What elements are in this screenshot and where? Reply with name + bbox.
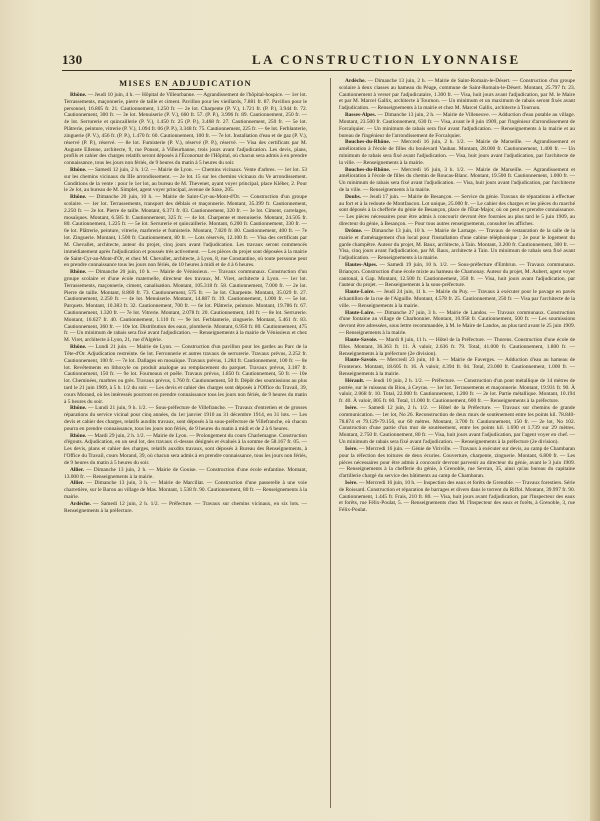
adjudication-entry [339,446,575,480]
entry-text: — Jeudi 10 juin, 4 h. — Hôpital de Villeurbanne. — Agrandissement de l'hôpital-hospice. — 1er lot. Terrassements, maçonnerie, pierre de taille et ciment. Pavillon pour les vieillards, 7.881 fr. 87. Pavillon pour le personnel, 16.805 fr. 21. Cautionnement, 1.250 fr. — 2e lot. Charpente (P. V.), 1.721 fr. (P. P.), 3.944 fr. 72. Cautionnement, 300 fr. — 3e lot. Menuiserie (P. V.), 660 fr. 57. (P. P.), 3.996 fr. 89. Cautionnement, 250 fr. — 4e lot. Serrurerie et quincaillerie (P. V.), 1.450 fr. 25 (P. P.), 3.468 fr. 27. Cautionnement, 250 fr. — 5e lot. Plâtrerie, peinture, vitrerie (P. V.), 1.094 fr. 06 (P. P.), 3.348 fr. 75. Cautionnement, 225 fr. — 6e lot. Ferblanterie, zinguerie (P. V.), 456 fr. (P. P.), 1.470 fr. 60. Cautionnement, 100 fr. — 7e lot. Installation d'eau et de gaz (P. V.), réservé (P. P.), réservé. — 8e lot. Fumisterie (P. V.), réservé (P. P.), réservé. — Visa des certificats par M. Auguste Ellenne, architecte, 9, rue Ponsot, à Villeurbanne, trois jours avant l'adjudication. Les devis, plans, profils et cahier des charges relatifs seront déposés à l'Économat de l'Hôpital, où chacun sera admis à en prendre connaissance, tous les jours non fériés, de 9 heures du matin à 5 heures du soir. [64,92,307,167]
adjudication-entry [339,357,575,377]
adjudication-entry [339,112,575,139]
entry-text: — Dimanche 13 juin, 3 h. — Mairie de Marcillat. — Construction d'une passerelle à une voie charretière, sur le Baron au village de Mas. Montant, 1.538 fr. 90. Cautionnement, 80 fr. — Renseignements à la mairie. [64,480,307,500]
adjudication-entry [339,139,575,166]
adjudication-entry [339,310,575,337]
entry-department: Haute-Savoie. [345,357,378,364]
adjudication-entry [64,167,307,194]
entry-text: — Samedi 19 juin, 10 h. 1/2. — Sous-préfecture d'Embrun. — Travaux communaux. Briançon. Construction d'une école mixte au hameau de Chamonay. Auteur du projet, M. Aubert, agent voyer cantonal, à Gap. Montant, 12.500 fr. Cautionnement, 350 fr. — Visa, huit jours avant l'adjudication, par l'auteur du projet. — Renseignements à la sous-préfecture. [339,261,575,289]
adjudication-entry [339,194,575,228]
section-title: MISES EN ADJUDICATION [119,78,252,88]
entry-department: Rhône. [70,405,87,412]
entry-department: Isère. [345,479,358,486]
adjudication-entry [64,92,307,167]
page-spine-shadow [590,0,600,821]
adjudication-entry [64,405,307,432]
entry-text: — Mardi 29 juin, 2 h. 1/2. — Mairie de Lyon. — Prolongement du cours Charlemagne. Construction d'égouts. Adjudication, en un seul lot, des travaux ci-dessus désignés et évalués à la somme de 58.167 fr. 05. — Les devis, plans et cahier des charges, relatifs auxdits travaux, sont déposés à Bureau des Renseignements, à l'Office du Travail, cours Morand, 39, où chacun sera admis à en prendre connaissance, tous les jours non fériés, de 9 heures du matin à 5 heures du soir. [64,432,307,466]
entry-department: Isère. [345,405,358,411]
entry-text: — Mercredi 23 juin, 10 h. — Mairie de Faverges. — Adduction d'eau au hameau de Frontenex. Montant, 18.605 fr. 16. À valoir, 4.394 fr. 04. Total, 23.000 fr. Cautionnement, 1.000 fr. — Renseignements à la mairie. [339,357,575,377]
adjudication-entry [64,344,307,405]
entry-department: Rhône. [70,344,87,351]
entry-text: — Dimanche 13 juin, 10 h. — Mairie de Larnage. — Travaux de restauration de la salle de la mairie et d'aménagement d'un local pour l'installation d'une cabine téléphonique ; 2e pour le logement du garde champêtre. Auteur du projet, M. Baux, architecte, à Tain. Montant, 3.200 fr. Cautionnement, 300 fr. — Visa, cinq jours avant l'adjudication, par M. Baux, architecte à Tain. Un minimum de rabais sera fixé avant l'adjudication. — Renseignements à la mairie. [339,227,575,262]
entry-department: Rhône. [70,92,87,98]
entry-department: Drôme. [345,227,363,234]
entry-department: Isère. [345,445,358,452]
adjudication-entry [64,269,307,344]
entry-text: — Lundi 21 juin. — Mairie de Lyon. — Construction d'un pavillon pour les gardes au Parc de la Tête-d'Or. Adjudication restreinte. 6e lot. Ferronnerie et autres travaux de serrurerie. Travaux prévus, 2.252 fr. Cautionnement, 100 fr. — 7e lot. Dallages en mosaïque. Travaux prévus, 1.284 fr. Cautionnement, 100 fr. — 8e lot. Revêtements en lithoxyle ou produit analogue au remplacement du parquet. Travaux prévus, 3.187 fr. Cautionnement, 150 fr. — 9e lot. Fourneaux et poêle. Travaux prévus, 1.850 fr. Cautionnement, 50 fr. — 10e lot. Cheminées, marbres ou grès. Travaux prévus, 1.760 fr. Cautionnement, 50 fr. Dépôt des soumissions au plus tard le 21 juin 1909, à 5 h. 1/2 du soir. — Les devis et cahier des charges sont déposés à l'Office du Travail, 39, cours Morand, où les intéressés pourront en prendre connaissance tous les jours non fériés, de 9 heures du matin à 5 heures du soir. [64,344,307,405]
entry-text: — Mercredi 16 juin, 2 h. 1/2. — Mairie de Marseille. — Agrandissement et amélioration à l'école de filles du boulevard Vauban. Montant, 28.000 fr. Cautionnement, 1.400 fr. — Un minimum de rabais sera fixé avant l'adjudication. — Visa, huit jours avant l'adjudication, par l'architecte de la ville. — Renseignements à la mairie. [339,139,575,166]
adjudication-entry [339,228,575,262]
entry-text: — Mercredi 16 juin, 3 h. 1/2. — Mairie de Marseille. — Agrandissement et amélioration à l'école de filles du chemin de Roucas-Blanc. Montant, 19.500 fr. Cautionnement, 1.000 fr. — Un minimum de rabais sera fixé avant l'adjudication. — Visa, huit jours avant l'adjudication, par l'architecte de la ville. — Renseignements à la mairie. [339,166,575,193]
entry-text: — Jeudi 24 juin, 11 h. — Mairie du Puy. — Travaux à exécuter pour le pavage en pavés échantillon de la rue de l'Aiguille. Montant, 4.578 fr. 25. Cautionnement, 250 fr. — Visa par l'architecte de la ville. — Renseignements à la mairie. [339,289,575,309]
adjudication-entry [339,78,575,112]
entry-department: Allier. [70,480,85,487]
entry-text: — Dimanche 20 juin, 10 h. — Mairie de Saint-Cyr-au-Mont-d'Or. — Construction d'un groupe scolaire. — 1er lot. Terrassements, transport des déblais et maçonnerie. Montant, 35.399 fr. Cautionnement, 2.250 fr. — 2e lot. Pierre de taille. Montant, 6.371 fr. 03. Cautionnement, 320 fr. — 3e lot. Ciment, carrelages, mosaïques. Montant, 6.585 fr. Cautionnement, 325 fr. — 4e lot. Charpente et menuiserie. Montant, 24.505 fr. 80. Cautionnement, 1.225 fr. — 5e lot. Serrurerie et quincaillerie. Montant, 6.200 fr. Cautionnement, 330 fr. — 6e lot. Plâtrerie, peinture, vitrerie, marbrerie et fumisterie. Montant, 7.820 fr. 80. Cautionnement, 400 fr. — 7e lot. Zinguerie. Montant, 1.500 fr. Cautionnement, 80 fr. — Lots réservés, 12.100 fr. — Visa des certificats par M. Chevallet, architecte, auteur du projet, cinq jours avant l'adjudication. Les travaux seront commencés immédiatement après l'adjudication et poussés très activement. — Les pièces du projet sont déposées à la mairie de Saint-Cyr-au-Mont-d'Or, et chez M. Chevallet, architecte, à Lyon, 8, rue Constantine, où toute personne peut en prendre connaissance tous les jours non fériés, de 10 heures à midi et de 4 à 6 heures. [64,194,307,269]
adjudication-entry [339,262,575,289]
entry-department: Ardèche. [345,78,366,84]
adjudication-entry [64,467,307,481]
adjudication-entry [64,194,307,269]
entry-text: — Samedi 12 juin, 2 h. 1/2. — Préfecture. — Travaux sur chemins vicinaux, en six lots. — Renseignements à la préfecture. [64,500,307,514]
entry-text: — Dimanche 20 juin, 10 h. — Mairie de Vénissieux. — Travaux communaux. Construction d'un groupe scolaire et d'une école maternelle, directeur des travaux, M. Viret, architecte à Lyon. — 1er lot. Terrassements, maçonnerie, ciment, canalisation. Montant, 105.318 fr. 58. Cautionnement, 7.000 fr. — 2e lot. Pierre de taille. Montant, 8.860 fr. 73. Cautionnement, 575 fr. — 3e lot. Charpente. Montant, 35.029 fr. 27. Cautionnement, 2.250 fr. — 4e lot. Menuiserie. Montant, 14.887 fr. 19. Cautionnement, 1.000 fr. — 5e lot. Parquets. Montant, 10.383 fr. 32. Cautionnement, 700 fr. — 6e lot. Plâtrerie, peinture. Montant, 19.786 fr. 67. Cautionnement, 1.320 fr. — 7e lot. Vitrerie. Montant, 2.078 fr. 20. Cautionnement, 140 fr. — 8e lot. Serrurerie. Montant, 16.627 fr. 40. Cautionnement, 1.110 fr. — 9e lot. Ferblanterie, zinguerie. Montant, 5.461 fr. 83. Cautionnement, 360 fr. — 10e lot. Distribution des eaux, plomberie. Montant, 6.950 fr. 80. Cautionnement, 475 fr. — Un minimum de rabais sera fixé avant l'adjudication. — Renseignements à la mairie de Vénissieux et chez M. Viret, architecte à Lyon, 21, rue d'Algérie. [64,269,307,344]
entry-department: Hérault. [345,377,365,384]
adjudication-entry [64,501,307,515]
adjudication-entry [339,480,575,514]
entry-text: — Samedi 12 juin, 2 h. 1/2. — Hôtel de la Préfecture. — Travaux sur chemins de grande communication. — 1er lot, No 26. Reconstruction de deux murs de soutènement entre les points kil. 78.840-78.874 et 79.129-79.156, sur 60 mètres. Montant, 3.700 fr. Cautionnement, 150 fr. — 2e lot, No 102. Construction d'une partie d'un mur de soutènement, entre les points kil. 1.690 et 1.739 sur 29 mètres. Montant, 2.750 fr. Cautionnement, 80 fr. — Visa, huit jours avant l'adjudication, par l'agent voyer en chef. — Un minimum de rabais sera fixé avant l'adjudication. — Renseignements à la préfecture (2e division). [339,405,575,446]
left-entries [64,92,307,514]
adjudication-entry [339,167,575,194]
entry-department: Allier. [70,466,85,473]
entry-department: Rhône. [70,194,87,201]
entry-department: Haute-Loire. [345,309,375,316]
entry-department: Rhône. [70,269,87,276]
entry-text: — Mercredi 16 juin. — Génie de Viriville. — Travaux à exécuter sur devis, au camp de Chambaran pour la réfection des toitures de deux écuries. Couverture, charpente, zinguerie. Montant, 6.800 fr. — Les pièces nécessaires pour être admis à concourir devront parvenir au directeur du génie, avant le 3 juin 1909. — Renseignements à la chefferie du génie, à Grenoble, rue Sevran, 35, ainsi qu'au bureau du capitaine d'artillerie chargé du service des bâtiments au camp de Chambaran. [339,445,575,480]
adjudication-entry [339,337,575,357]
entry-department: Bouches-du-Rhône. [345,139,391,146]
journal-title: LA CONSTRUCTION LYONNAISE [252,52,521,67]
entry-department: Ardèche. [70,500,91,507]
entry-department: Bouches-du-Rhône. [345,166,391,173]
entry-text: — Jeudi 10 juin, 2 h. 1/2. — Préfecture. — Construction d'un pont métallique de 14 mètres de portée, sur le ruisseau du Biou, à Ceyras. — 1er lot. Terrassements et maçonnerie. Montant, 19.931 fr. 90. À valoir, 2.068 fr. 10. Total, 22.000 fr. Cautionnement, 1.200 fr. — 2e lot. Partie métallique. Montant, 10.194 fr. 40. À valoir, 805 fr. 60. Total, 11.000 fr. Cautionnement, 600 fr. — Renseignements à la préfecture. [339,377,575,405]
entry-text: — Jeudi 17 juin. — Mairie de Besançon. — Service du génie. Travaux de réparations à effectuer au fort et à la redoute de Montfaucon. Lot unique, 25.000 fr. — Le cahier des charges et les pièces du marché sont déposés à la chefferie du génie de Besançon, place de l'État-Major, où on peut en prendre connaissance. — Les pièces nécessaires pour être admis à concourir devront être fournies au plus tard le 5 juin 1909, au directeur du génie, à Besançon. — Pour tous autres renseignements, consulter les affiches. [339,193,575,228]
entry-text: — Mardi 8 juin, 11 h. — Hôtel de la Préfecture. — Thorens. Construction d'une école de filles. Montant, 36.363 fr. 11. À valoir, 2.636 fr. 79. Total, 41.000 fr. Cautionnement, 1.800 fr. — Renseignements à la préfecture (2e division). [339,336,575,357]
adjudication-entry [339,405,575,446]
entry-text: — Mercredi 16 juin, 10 h. — Inspection des eaux et forêts de Grenoble. — Travaux forestiers. Série de Roissard. Construction et réparation de barrages et divers dans le torrent du Riffol. Montant, 39.997 fr. 90. Cautionnement, 1.445 fr. Frais, 210 fr. 80. — Visa, huit jours avant l'adjudication, par l'Inspecteur des eaux et forêts, rue Félix-Poulat, 5. — Renseignements chez M. l'Inspecteur des eaux et forêts, à Grenoble, 3, rue Félix-Poulat. [339,479,575,514]
entry-department: Haute-Loire. [345,289,375,296]
entry-department: Hautes-Alpes. [345,261,378,268]
entry-text: — Samedi 12 juin, 2 h. 1/2. — Mairie de Lyon. — Chemins vicinaux. Vente d'arbres. — 1er lot. 53 sur les chemins vicinaux du IIIe arrondissement. — 2e lot. 15 sur les chemins vicinaux du Ve arrondissement. Conditions de la vente : pour le 1er lot, au bureau de M. Thevenet, ayant voyer principal, place Kléber, 2. Pour le 2e lot, au bureau de M. Simplet, agent voyer principal, avenue de Saxe, 205. [64,166,307,194]
entry-text: — Dimanche 13 juin, 2 h. — Mairie de Saint-Romain-le-Désert. — Construction d'un groupe scolaire à deux classes au hameau du Péage, commune de Saint-Romain-le-Désert. Montant, 25.797 fr. 23. Cautionnement à verser par l'adjudicataire, 1.300 fr. — Visa, huit jours avant l'adjudication, par M. le Maire et par M. Marcel Gallix, architecte à Tournon. — Un minimum et un maximum de rabais seront fixés avant l'adjudication. — Renseignements à la mairie et chez M. Marcel Gallix, architecte à Tournon. [339,78,575,112]
section-heading [64,78,307,90]
adjudication-entry [64,433,307,467]
page-number: 130 [62,52,83,67]
entry-department: Rhône. [70,432,87,439]
adjudication-entry [339,378,575,405]
adjudication-entry [339,289,575,309]
right-entries [339,78,575,514]
page-header [62,52,572,71]
left-column [64,78,307,808]
section-rule [169,89,203,90]
entry-text: — Dimanche 13 juin, 2 h. — Mairie de Villeneuve. — Adduction d'eau potable au village. Montant, 23.500 fr. Cautionnement, 630 fr. — Visa, avant le 8 juin 1909, par l'ingénieur d'arrondissement de Forcalquier. — Un minimum de rabais sera fixé avant l'adjudication. — Renseignements à la mairie et au bureau de l'ingénieur de l'arrondissement de Forcalquier. [339,112,575,139]
entry-text: — Dimanche 27 juin, 3 h. — Mairie de Landos. — Travaux communaux. Construction d'une fontaine au village de Charbonnier. Montant, 10.958 fr. Cautionnement, 500 fr. — Les soumissions devront être adressées, sous lettre recommandée, à M. le Maire de Landos, au plus tard avant le 25 juin 1909. — Renseignements à la mairie. [339,309,575,337]
entry-text: — Lundi 21 juin, 9 h. 1/2. — Sous-préfecture de Villefranche. — Travaux d'entretien et de grosses réparations du service vicinal pour cinq années, du 1er janvier 1910 au 31 décembre 1914, en 31 lots. — Les devis et cahier des charges, relatifs auxdits travaux, sont déposés à la sous-préfecture de Villefranche, où chacun pourra en prendre connaissance, tous les jours non fériés, de 9 heures du matin à midi et de 2 à 6 heures. [64,405,307,432]
entry-department: Basses-Alpes. [345,112,376,119]
entry-department: Rhône. [70,166,87,173]
entry-department: Doubs. [345,193,362,200]
entry-text: — Dimanche 13 juin, 2 h. — Mairie de Gouise. — Construction d'une école enfantine. Montant, 13.000 fr. — Renseignements à la mairie. [64,466,307,480]
entry-department: Haute-Savoie. [345,336,378,343]
adjudication-entry [64,480,307,500]
right-column [330,78,575,808]
